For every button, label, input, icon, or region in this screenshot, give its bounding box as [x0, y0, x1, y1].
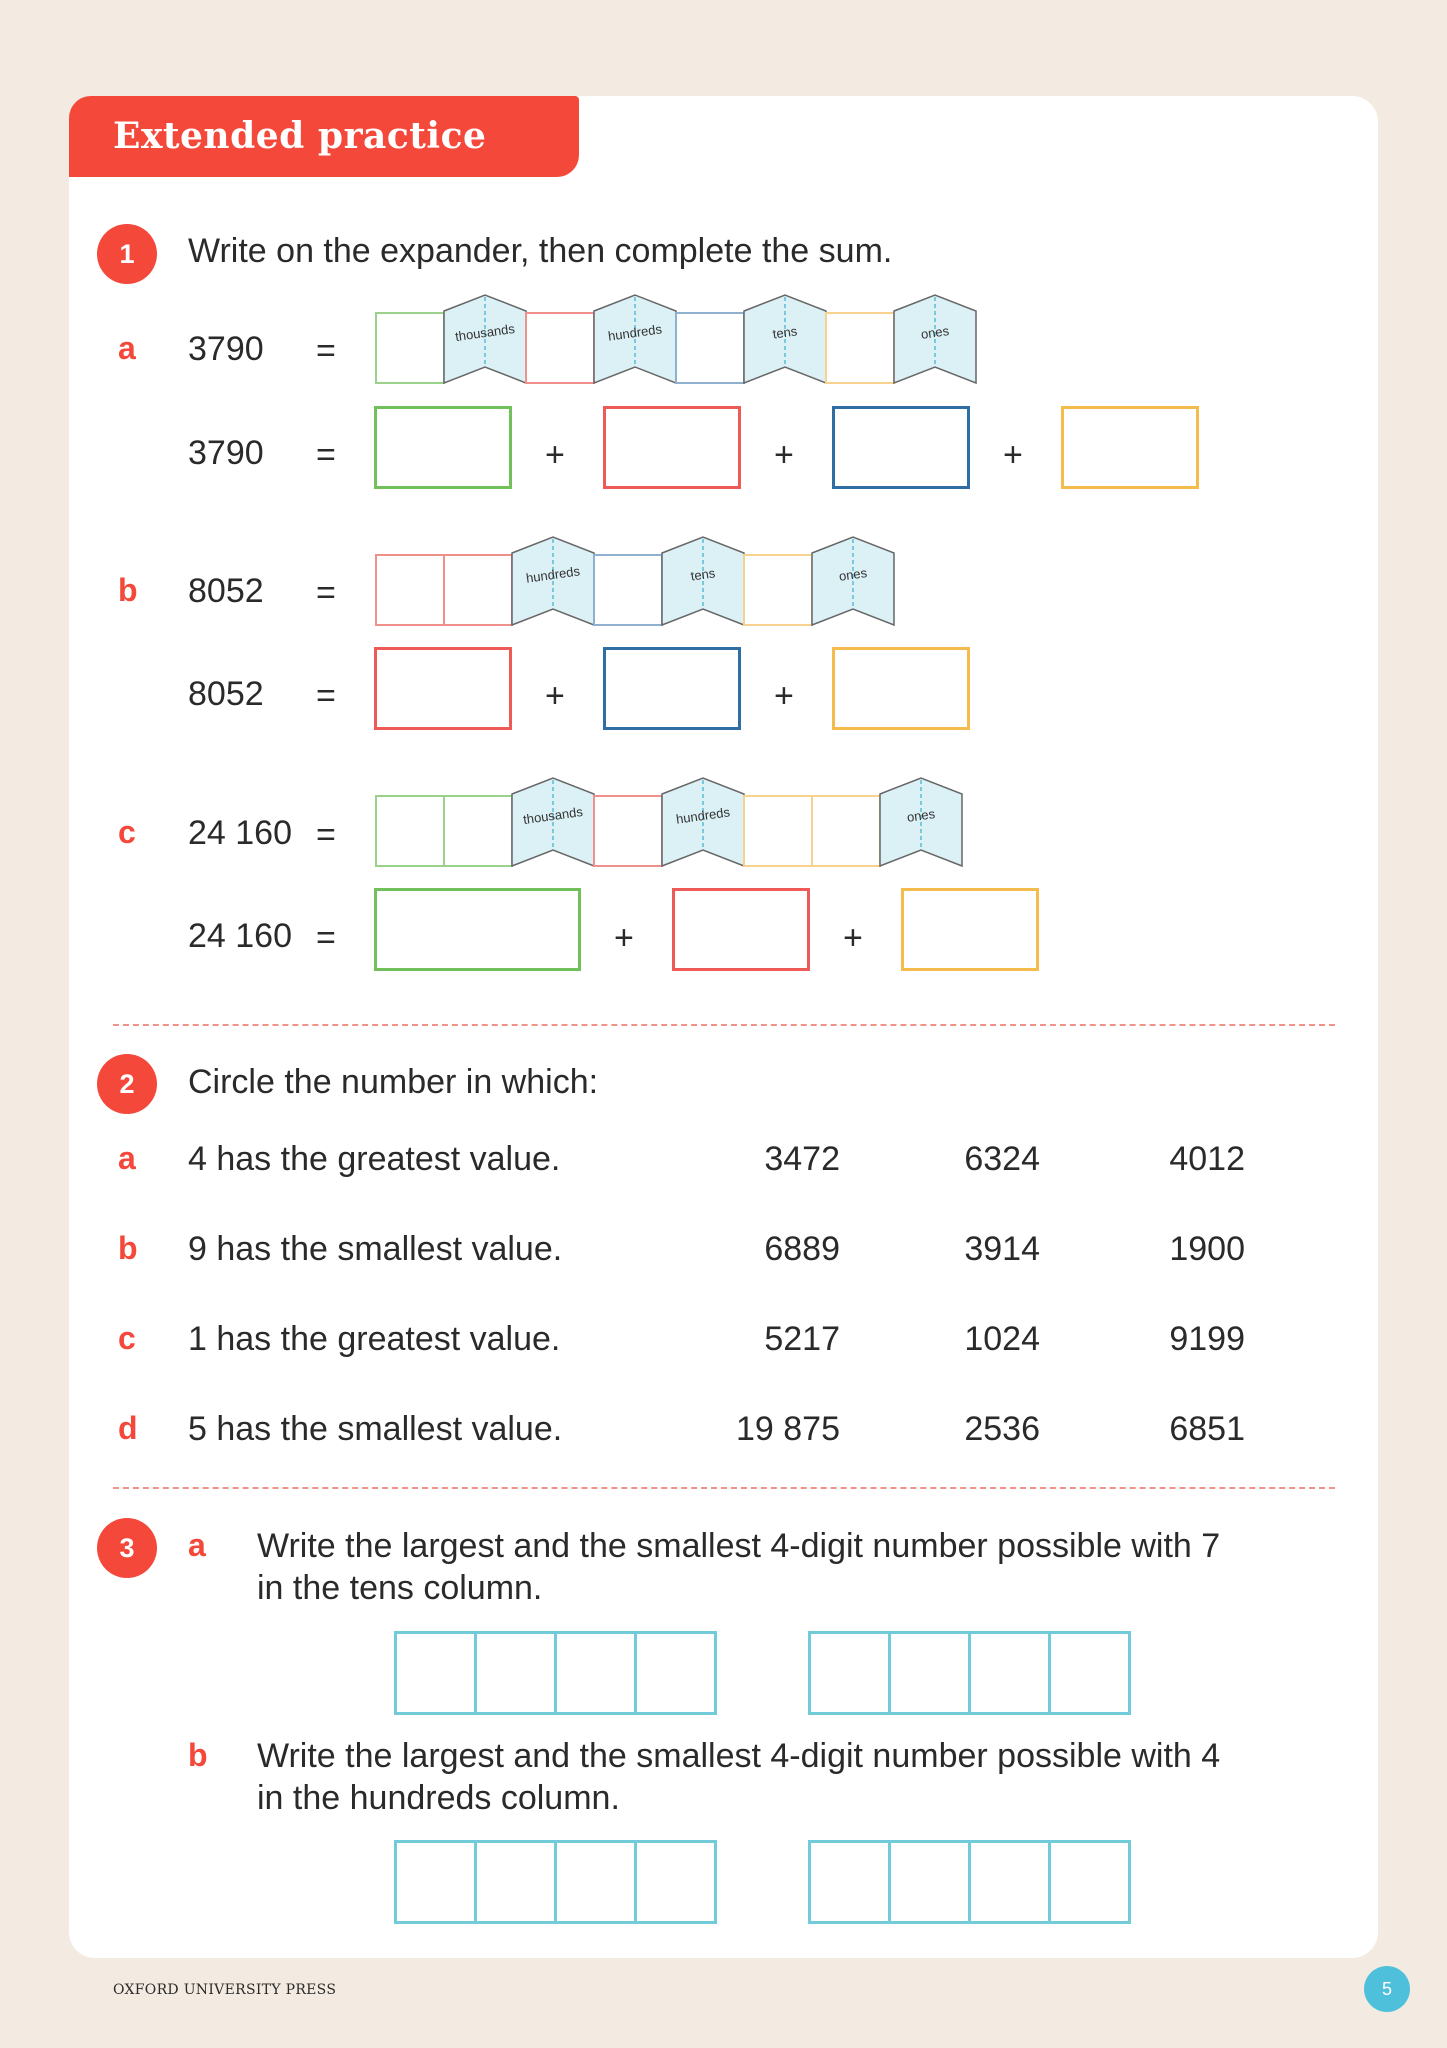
expander-cell-ones[interactable] [811, 795, 881, 867]
expander-cell-thousands[interactable] [375, 312, 445, 384]
q1a-equals-1: = [316, 332, 336, 370]
expander-cell-hundreds[interactable] [593, 795, 663, 867]
q1a-equals-2: = [316, 436, 336, 474]
q2d-option[interactable]: 6851 [1169, 1410, 1245, 1448]
q2d-option[interactable]: 2536 [964, 1410, 1040, 1448]
expander-cell-tens[interactable] [743, 795, 813, 867]
q2a-option[interactable]: 3472 [764, 1140, 840, 1178]
q2a-option[interactable]: 4012 [1169, 1140, 1245, 1178]
expander-cell-hundreds[interactable] [443, 554, 513, 626]
expander-cell-ten-thousands[interactable] [375, 795, 445, 867]
fold-text-hundreds: hundreds [525, 563, 581, 586]
q2c-option[interactable]: 5217 [764, 1320, 840, 1358]
digit-cell[interactable] [634, 1631, 717, 1715]
digit-cell[interactable] [1048, 1631, 1131, 1715]
question-3-badge: 3 [97, 1518, 157, 1578]
q1c-label: c [118, 814, 136, 850]
q2a-text: 4 has the greatest value. [188, 1140, 561, 1178]
q1a-label: a [118, 330, 136, 366]
q1b-number-sum: 8052 [188, 675, 264, 713]
fold-flap-ones [878, 776, 964, 868]
q2c-option[interactable]: 9199 [1169, 1320, 1245, 1358]
q1c-hundreds-box[interactable] [672, 888, 810, 971]
q2b-option[interactable]: 3914 [964, 1230, 1040, 1268]
digit-cell[interactable] [554, 1840, 637, 1924]
fold-flap-tens [660, 535, 746, 627]
q1b-hundreds-box[interactable] [374, 647, 512, 730]
q1b-plus-2: + [774, 677, 794, 715]
q3b-text-line1: Write the largest and the smallest 4-digit number possible with 4 [257, 1737, 1221, 1775]
q1a-number-expander: 3790 [188, 330, 264, 368]
q3a-smallest-digit-grid [808, 1631, 1131, 1715]
q1c-plus-2: + [843, 919, 863, 957]
section-divider [113, 1487, 1335, 1489]
expander-cell-thousands[interactable] [375, 554, 445, 626]
q2a-option[interactable]: 6324 [964, 1140, 1040, 1178]
q3b-text-line2: in the hundreds column. [257, 1779, 620, 1817]
digit-cell[interactable] [474, 1840, 557, 1924]
q3a-largest-digit-grid [394, 1631, 717, 1715]
q1a-tens-box[interactable] [832, 406, 970, 489]
q3b-label: b [188, 1737, 208, 1773]
fold-flap-tens [742, 293, 828, 385]
q1a-hundreds-box[interactable] [603, 406, 741, 489]
expander-cell-thousands[interactable] [443, 795, 513, 867]
q3b-largest-digit-grid [394, 1840, 717, 1924]
section-banner: Extended practice [69, 96, 579, 177]
q2d-label: d [118, 1410, 138, 1446]
q2c-label: c [118, 1320, 136, 1356]
q1b-plus-1: + [545, 677, 565, 715]
digit-cell[interactable] [554, 1631, 637, 1715]
question-2-badge: 2 [97, 1054, 157, 1114]
q1b-tens-box[interactable] [603, 647, 741, 730]
fold-flap-ones [892, 293, 978, 385]
q2b-option[interactable]: 1900 [1169, 1230, 1245, 1268]
question-2-instruction: Circle the number in which: [188, 1063, 599, 1101]
q1a-plus-1: + [545, 436, 565, 474]
digit-cell[interactable] [888, 1631, 971, 1715]
q2d-option[interactable]: 19 875 [736, 1410, 840, 1448]
fold-flap-hundreds [592, 293, 678, 385]
q2b-option[interactable]: 6889 [764, 1230, 840, 1268]
q1b-equals-2: = [316, 677, 336, 715]
fold-text-hundreds: hundreds [675, 804, 731, 827]
q2b-label: b [118, 1230, 138, 1266]
q2b-text: 9 has the smallest value. [188, 1230, 563, 1268]
expander-cell-ones[interactable] [825, 312, 895, 384]
digit-cell[interactable] [808, 1631, 891, 1715]
q1a-plus-2: + [774, 436, 794, 474]
publisher-footer: OXFORD UNIVERSITY PRESS [113, 1982, 337, 1998]
digit-cell[interactable] [474, 1631, 557, 1715]
fold-text-ones: ones [837, 565, 868, 584]
digit-cell[interactable] [808, 1840, 891, 1924]
fold-text-ones: ones [905, 806, 936, 825]
fold-text-tens: tens [771, 323, 799, 342]
fold-text-thousands: thousands [522, 803, 584, 828]
q3a-label: a [188, 1527, 206, 1563]
question-1-badge: 1 [97, 224, 157, 284]
q1a-plus-3: + [1003, 436, 1023, 474]
fold-text-hundreds: hundreds [607, 321, 663, 344]
digit-cell[interactable] [634, 1840, 717, 1924]
digit-cell[interactable] [1048, 1840, 1131, 1924]
q1b-equals-1: = [316, 574, 336, 612]
digit-cell[interactable] [394, 1631, 477, 1715]
digit-cell[interactable] [888, 1840, 971, 1924]
q1c-thousands-box[interactable] [374, 888, 581, 971]
q1c-plus-1: + [614, 919, 634, 957]
q1a-ones-box[interactable] [1061, 406, 1199, 489]
q2c-option[interactable]: 1024 [964, 1320, 1040, 1358]
fold-flap-thousands [510, 776, 596, 868]
fold-text-tens: tens [689, 565, 717, 584]
page-number-badge: 5 [1364, 1966, 1410, 2012]
q1c-equals-1: = [316, 816, 336, 854]
q1b-number-expander: 8052 [188, 572, 264, 610]
section-divider [113, 1024, 1335, 1026]
q1c-number-expander: 24 160 [188, 814, 292, 852]
fold-text-ones: ones [919, 323, 950, 342]
q1c-equals-2: = [316, 919, 336, 957]
q1c-number-sum: 24 160 [188, 917, 292, 955]
fold-flap-hundreds [660, 776, 746, 868]
question-1-instruction: Write on the expander, then complete the sum. [188, 232, 893, 270]
q2c-text: 1 has the greatest value. [188, 1320, 561, 1358]
q2a-label: a [118, 1140, 136, 1176]
q1b-label: b [118, 572, 138, 608]
q3a-text-line2: in the tens column. [257, 1569, 543, 1607]
q1c-ones-box[interactable] [901, 888, 1039, 971]
digit-cell[interactable] [394, 1840, 477, 1924]
expander-cell-hundreds[interactable] [525, 312, 595, 384]
fold-flap-thousands [442, 293, 528, 385]
fold-text-thousands: thousands [454, 320, 516, 345]
q3a-text-line1: Write the largest and the smallest 4-digit number possible with 7 [257, 1527, 1221, 1565]
expander-cell-tens[interactable] [593, 554, 663, 626]
q1b-ones-box[interactable] [832, 647, 970, 730]
q1a-thousands-box[interactable] [374, 406, 512, 489]
expander-cell-ones[interactable] [743, 554, 813, 626]
fold-flap-hundreds [510, 535, 596, 627]
q1a-number-sum: 3790 [188, 434, 264, 472]
expander-cell-tens[interactable] [675, 312, 745, 384]
fold-flap-ones [810, 535, 896, 627]
digit-cell[interactable] [968, 1631, 1051, 1715]
q2d-text: 5 has the smallest value. [188, 1410, 563, 1448]
digit-cell[interactable] [968, 1840, 1051, 1924]
q3b-smallest-digit-grid [808, 1840, 1131, 1924]
